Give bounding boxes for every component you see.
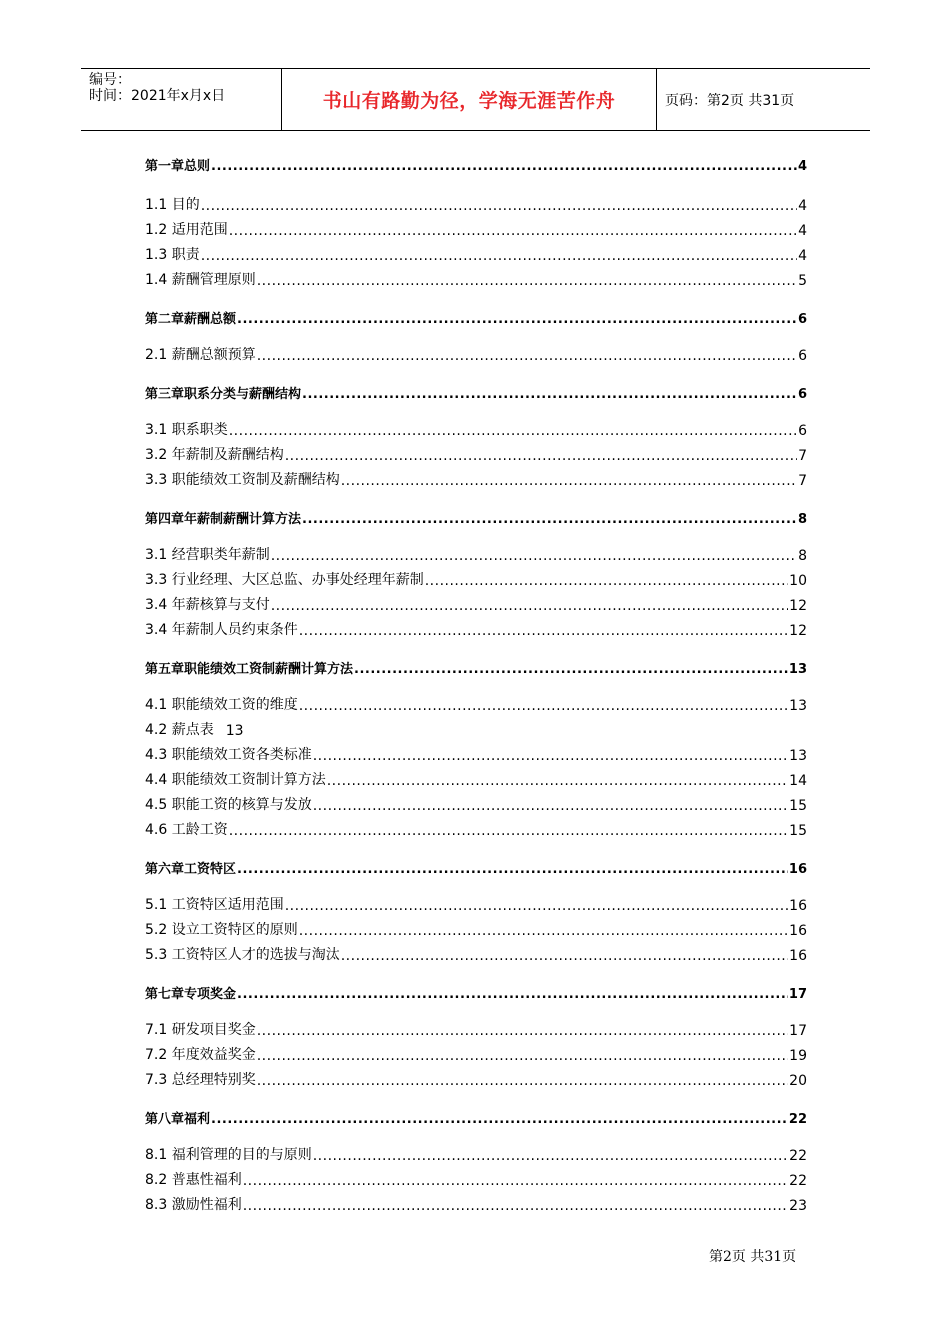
toc-entry-title: 1.1 目的 xyxy=(145,197,200,213)
toc-dot-leader xyxy=(299,623,788,639)
toc-dot-leader xyxy=(243,1173,788,1189)
toc-dot-leader xyxy=(201,248,797,264)
toc-entry-page-number: 6 xyxy=(797,312,807,327)
toc-entry-page-number: 6 xyxy=(798,348,807,364)
toc-entry-title: 第八章福利 xyxy=(145,1112,211,1127)
toc-section-entry[interactable] xyxy=(145,590,807,614)
toc-entry-title: 3.3 职能绩效工资制及薪酬结构 xyxy=(145,472,340,488)
toc-entry-title: 5.2 设立工资特区的原则 xyxy=(145,922,298,938)
toc-entry-page-number: 7 xyxy=(798,448,807,464)
toc-entry-page-number: 12 xyxy=(789,598,807,614)
toc-entry-page-number: 8 xyxy=(798,548,807,564)
toc-chapter-entry[interactable] xyxy=(145,503,807,527)
toc-dot-leader xyxy=(243,1198,788,1214)
toc-dot-leader xyxy=(237,312,797,327)
toc-entry-page-number: 12 xyxy=(789,623,807,639)
toc-dot-leader xyxy=(201,198,797,214)
document-number-label: 编号： xyxy=(89,72,131,88)
toc-dot-leader xyxy=(257,273,797,289)
toc-entry-title: 3.4 年薪核算与支付 xyxy=(145,597,270,613)
toc-chapter-entry[interactable] xyxy=(145,378,807,402)
header-meta xyxy=(81,69,281,130)
toc-section-entry[interactable] xyxy=(145,465,807,489)
toc-entry-title: 4.2 薪点表 xyxy=(145,722,214,738)
toc-dot-leader xyxy=(237,987,788,1002)
toc-chapter-entry[interactable] xyxy=(145,1103,807,1127)
toc-section-entry[interactable] xyxy=(145,690,807,714)
toc-section-entry[interactable] xyxy=(145,815,807,839)
toc-entry-title: 4.4 职能绩效工资制计算方法 xyxy=(145,772,326,788)
toc-entry-page-number: 10 xyxy=(789,573,807,589)
toc-chapter-entry[interactable] xyxy=(145,303,807,327)
toc-entry-title: 第三章职系分类与薪酬结构 xyxy=(145,387,302,402)
toc-entry-page-number: 4 xyxy=(798,248,807,264)
toc-entry-page-number: 16 xyxy=(789,948,807,964)
toc-dot-leader xyxy=(229,423,797,439)
toc-dot-leader xyxy=(302,512,797,527)
header-motto-cell xyxy=(281,69,657,130)
toc-section-entry[interactable] xyxy=(145,240,807,264)
toc-section-entry[interactable] xyxy=(145,790,807,814)
header-page-info: 页码：第2页 共31页 xyxy=(665,92,795,109)
toc-entry-page-number: 22 xyxy=(789,1148,807,1164)
toc-entry-page-number: 22 xyxy=(788,1112,807,1127)
toc-dot-leader xyxy=(285,448,797,464)
toc-entry-page-number: 4 xyxy=(798,198,807,214)
toc-section-entry[interactable] xyxy=(145,190,807,214)
toc-dot-leader xyxy=(313,1148,788,1164)
toc-entry-title: 第四章年薪制薪酬计算方法 xyxy=(145,512,302,527)
toc-section-entry[interactable] xyxy=(145,215,807,239)
toc-entry-page-number: 13 xyxy=(789,748,807,764)
toc-section-entry[interactable] xyxy=(145,1190,807,1214)
toc-entry-title: 1.4 薪酬管理原则 xyxy=(145,272,256,288)
toc-dot-leader xyxy=(257,1023,788,1039)
toc-dot-leader xyxy=(271,598,788,614)
toc-entry-page-number: 4 xyxy=(797,159,807,174)
toc-dot-leader xyxy=(229,823,788,839)
toc-section-entry[interactable] xyxy=(145,1040,807,1064)
toc-section-entry[interactable] xyxy=(145,565,807,589)
toc-dot-leader xyxy=(257,1048,788,1064)
toc-entry-page-number: 7 xyxy=(798,473,807,489)
toc-dot-leader xyxy=(211,1112,788,1127)
toc-entry-page-number: 16 xyxy=(789,898,807,914)
toc-dot-leader xyxy=(257,348,797,364)
toc-entry-page-number: 13 xyxy=(225,723,244,739)
toc-entry-page-number: 8 xyxy=(797,512,807,527)
toc-dot-leader xyxy=(425,573,788,589)
toc-section-entry[interactable] xyxy=(145,1065,807,1089)
toc-entry-title: 8.1 福利管理的目的与原则 xyxy=(145,1147,312,1163)
toc-entry-page-number: 14 xyxy=(789,773,807,789)
toc-entry-page-number: 4 xyxy=(798,223,807,239)
toc-entry-title: 3.2 年薪制及薪酬结构 xyxy=(145,447,284,463)
toc-entry-page-number: 23 xyxy=(789,1198,807,1214)
toc-entry-title: 8.2 普惠性福利 xyxy=(145,1172,242,1188)
toc-entry-page-number: 13 xyxy=(788,662,807,677)
toc-dot-leader xyxy=(285,898,788,914)
toc-entry-page-number: 17 xyxy=(789,1023,807,1039)
toc-entry-page-number: 13 xyxy=(789,698,807,714)
toc-entry-page-number: 15 xyxy=(789,798,807,814)
toc-dot-leader xyxy=(327,773,788,789)
toc-section-entry[interactable] xyxy=(145,265,807,289)
toc-entry-page-number: 16 xyxy=(789,923,807,939)
toc-entry-title: 4.3 职能绩效工资各类标准 xyxy=(145,747,312,763)
toc-entry-page-number: 19 xyxy=(789,1048,807,1064)
toc-section-entry[interactable] xyxy=(145,440,807,464)
toc-section-entry[interactable] xyxy=(145,715,807,739)
toc-chapter-entry[interactable] xyxy=(145,653,807,677)
toc-entry-title: 2.1 薪酬总额预算 xyxy=(145,347,256,363)
toc-entry-title: 1.3 职责 xyxy=(145,247,200,263)
toc-dot-leader xyxy=(341,473,797,489)
toc-entry-page-number: 15 xyxy=(789,823,807,839)
toc-entry-title: 1.2 适用范围 xyxy=(145,222,228,238)
toc-entry-title: 4.1 职能绩效工资的维度 xyxy=(145,697,298,713)
toc-section-entry[interactable] xyxy=(145,540,807,564)
toc-dot-leader xyxy=(237,862,788,877)
toc-entry-title: 8.3 激励性福利 xyxy=(145,1197,242,1213)
toc-dot-leader xyxy=(271,548,797,564)
toc-section-entry[interactable] xyxy=(145,615,807,639)
header-motto: 书山有路勤为径，学海无涯苦作舟 xyxy=(322,90,616,112)
toc-entry-title: 4.5 职能工资的核算与发放 xyxy=(145,797,312,813)
toc-section-entry[interactable] xyxy=(145,1140,807,1164)
toc-dot-leader xyxy=(313,798,788,814)
toc-entry-page-number: 6 xyxy=(798,423,807,439)
toc-entry-page-number: 16 xyxy=(788,862,807,877)
toc-dot-leader xyxy=(211,159,797,174)
toc-entry-title: 3.3 行业经理、大区总监、办事处经理年薪制 xyxy=(145,572,424,588)
toc-section-entry[interactable] xyxy=(145,915,807,939)
toc-entry-title: 第五章职能绩效工资制薪酬计算方法 xyxy=(145,662,354,677)
toc-entry-title: 7.2 年度效益奖金 xyxy=(145,1047,256,1063)
toc-dot-leader xyxy=(229,223,797,239)
toc-entry-title: 3.4 年薪制人员约束条件 xyxy=(145,622,298,638)
toc-section-entry[interactable] xyxy=(145,1165,807,1189)
toc-entry-page-number: 22 xyxy=(789,1173,807,1189)
toc-dot-leader xyxy=(341,948,788,964)
toc-section-entry[interactable] xyxy=(145,740,807,764)
toc-entry-title: 第二章薪酬总额 xyxy=(145,312,237,327)
toc-section-entry[interactable] xyxy=(145,890,807,914)
toc-entry-title: 4.6 工龄工资 xyxy=(145,822,228,838)
toc-dot-leader xyxy=(354,662,788,677)
toc-entry-page-number: 6 xyxy=(797,387,807,402)
toc-chapter-entry[interactable] xyxy=(145,853,807,877)
toc-entry-title: 第六章工资特区 xyxy=(145,862,237,877)
toc-chapter-entry[interactable] xyxy=(145,150,807,174)
toc-dot-leader xyxy=(299,698,788,714)
toc-section-entry[interactable] xyxy=(145,340,807,364)
toc-chapter-entry[interactable] xyxy=(145,978,807,1002)
toc-entry-page-number: 17 xyxy=(788,987,807,1002)
toc-entry-title: 3.1 经营职类年薪制 xyxy=(145,547,270,563)
toc-entry-page-number: 5 xyxy=(798,273,807,289)
toc-dot-leader xyxy=(302,387,797,402)
toc-entry-title: 7.3 总经理特别奖 xyxy=(145,1072,256,1088)
document-time-label: 时间：2021年x月x日 xyxy=(89,88,226,104)
toc-section-entry[interactable] xyxy=(145,940,807,964)
page-footer: 第2页 共31页 xyxy=(709,1249,797,1265)
toc-section-entry[interactable] xyxy=(145,415,807,439)
page-header xyxy=(81,68,870,131)
toc-section-entry[interactable] xyxy=(145,1015,807,1039)
toc-entry-title: 第一章总则 xyxy=(145,159,211,174)
toc-entry-title: 3.1 职系职类 xyxy=(145,422,228,438)
toc-entry-page-number: 20 xyxy=(789,1073,807,1089)
toc-entry-title: 5.1 工资特区适用范围 xyxy=(145,897,284,913)
toc-dot-leader xyxy=(257,1073,788,1089)
toc-section-entry[interactable] xyxy=(145,765,807,789)
toc-entry-title: 7.1 研发项目奖金 xyxy=(145,1022,256,1038)
toc-dot-leader xyxy=(313,748,788,764)
toc-entry-title: 5.3 工资特区人才的选拔与淘汰 xyxy=(145,947,340,963)
toc-entry-title: 第七章专项奖金 xyxy=(145,987,237,1002)
toc-dot-leader xyxy=(299,923,788,939)
